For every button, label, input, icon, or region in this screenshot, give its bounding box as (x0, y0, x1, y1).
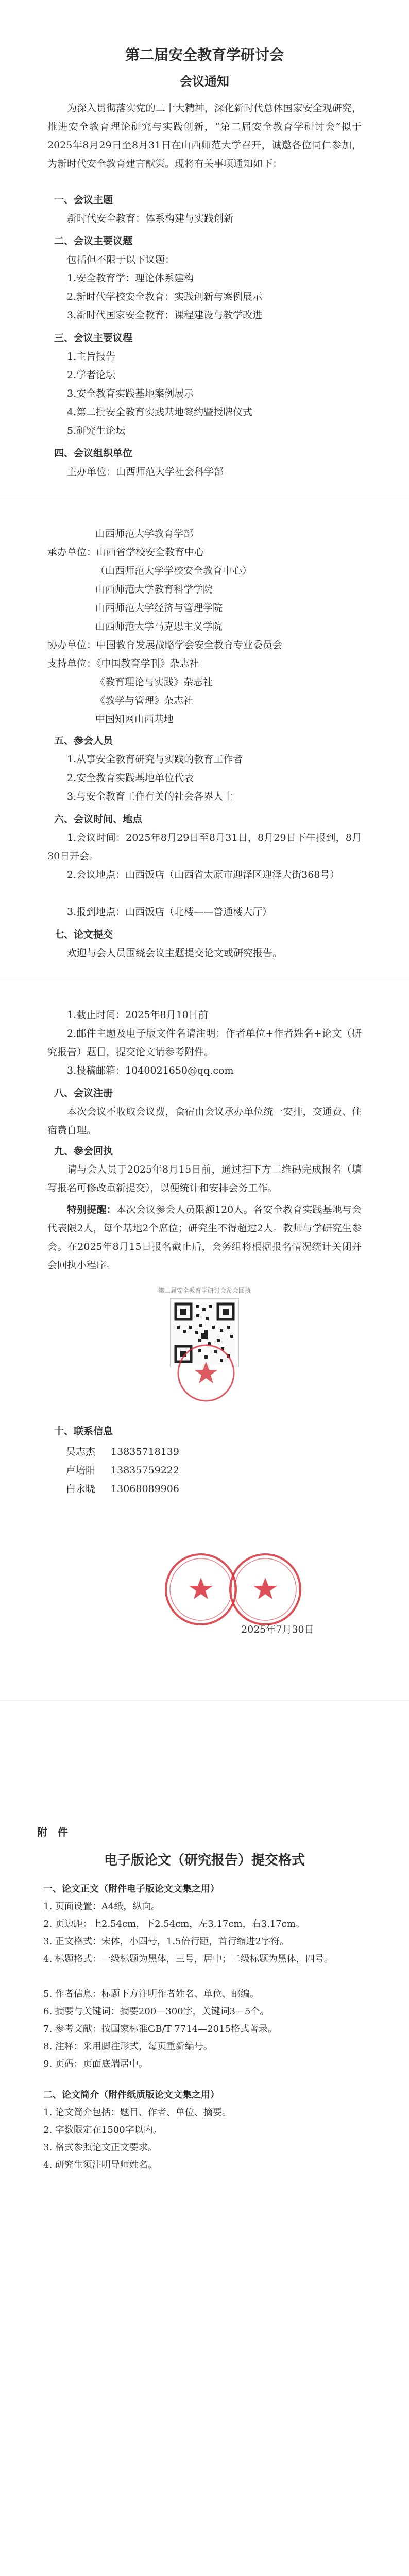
attachment-item: 1. 论文简介包括：题目、作者、单位、摘要。 (43, 2107, 231, 2118)
paper-email: 3.投稿邮箱：1040021650@qq.com (67, 1065, 234, 1076)
contact-phone: 13068089906 (111, 1483, 179, 1495)
agenda-item: 5.研究生论坛 (67, 425, 126, 436)
contact-name: 吴志杰 (66, 1446, 96, 1458)
papers-body: 欢迎与会人员围绕会议主题提交论文或研究报告。 (67, 947, 283, 959)
attachment-item: 5. 作者信息：标题下方注明作者姓名、单位、邮编。 (43, 1989, 259, 1999)
participant-item: 3.与安全教育工作有关的社会各界人士 (67, 791, 233, 802)
checkin-item: 3.报到地点：山西饭店（北楼——普通楼大厅） (67, 906, 272, 918)
intro-paragraph: 为深入贯彻落实党的二十大精神，深化新时代总体国家安全观研究，推进安全教育理论研究与实践创新，“第二届安全教育学研讨会”拟于2025年8月29日至8月31日在山西师范大学召开，诚邀各位同仁参加，为新时代安全教育建言献策。现将有关事项通知如下： (47, 103, 362, 170)
special-reminder-label: 特别提醒： (67, 1204, 116, 1215)
attachment-item: 2. 页边距：上2.54cm，下2.54cm，左3.17cm，右3.17cm。 (43, 1919, 305, 1929)
host-line: 主办单位：山西师范大学社会科学部 (67, 466, 224, 478)
contact-phone: 13835759222 (111, 1465, 179, 1476)
attachment-item: 3. 格式参照论文正文要求。 (43, 2142, 157, 2153)
topic-item: 1.安全教育学：理论体系建构 (67, 273, 194, 284)
contacts-heading: 十、联系信息 (54, 1426, 113, 1437)
paper-item: 1.截止时间：2025年8月10日前 (67, 1009, 208, 1021)
attachment-item: 7. 参考文献：按国家标准GB/T 7714—2015格式著录。 (43, 2024, 277, 2035)
participant-item: 1.从事安全教育研究与实践的教育工作者 (67, 754, 243, 765)
attachment-item: 3. 正文格式：宋体，小四号，1.5倍行距，首行缩进2字符。 (43, 1936, 289, 1947)
participant-item: 2.安全教育实践基地单位代表 (67, 772, 194, 784)
topics-heading: 二、会议主要议题 (54, 235, 133, 247)
registration-body: 本次会议不收取会议费，食宿由会议承办单位统一安排，交通费、住宿费自理。 (47, 1106, 362, 1136)
red-seal-icon (175, 1342, 237, 1404)
attachment-title: 电子版论文（研究报告）提交格式 (104, 1853, 305, 1868)
org-item: 协办单位：中国教育发展战略学会安全教育专业委员会 (47, 639, 283, 651)
attachment-section-2: 二、论文简介（附件纸质版论文文集之用） (43, 2090, 219, 2100)
attachment-item: 6. 摘要与关键词：摘要200—300字，关键词3—5个。 (43, 2006, 269, 2017)
qr-caption: 第二届安全教育学研讨会参会回执 (158, 1287, 251, 1294)
attachment-item: 8. 注释：采用脚注形式，每页重新编号。 (43, 2041, 213, 2052)
contact-phone: 13835718139 (111, 1446, 179, 1458)
agenda-item: 1.主旨报告 (67, 351, 116, 362)
receipt-body: 请与会人员于2025年8月15日前，通过扫下方二维码完成报名（填写报名可修改重新提交），以便统计和安排会务工作。 (47, 1164, 362, 1194)
page-break (0, 1700, 409, 1701)
agenda-item: 4.第二批安全教育实践基地签约暨授牌仪式 (67, 406, 253, 418)
attachment-item: 4. 标题格式：一级标题为黑体，三号，居中；二级标题为黑体，四号。 (43, 1954, 333, 1964)
papers-heading: 七、论文提交 (54, 929, 113, 940)
contact-row (66, 1443, 272, 1461)
topics-lead: 包括但不限于以下议题： (67, 254, 175, 265)
registration-heading: 八、会议注册 (54, 1088, 113, 1099)
attachment-item: 2. 字数限定在1500字以内。 (43, 2125, 162, 2136)
attachment-item: 4. 研究生须注明导师姓名。 (43, 2160, 157, 2171)
participants-heading: 五、参会人员 (54, 735, 113, 747)
center-seal-icon (227, 1551, 304, 1628)
agenda-heading: 三、会议主要议程 (54, 332, 133, 344)
org-item: 中国知网山西基地 (95, 714, 174, 725)
contact-row (66, 1461, 272, 1480)
host-heading: 四、会议组织单位 (54, 448, 133, 459)
attachment-item: 9. 页码：页面底端居中。 (43, 2059, 148, 2070)
org-item: 山西师范大学教育科学学院 (95, 584, 213, 595)
attachment-section-1: 一、论文正文（附件电子版论文文集之用） (43, 1884, 219, 1894)
special-reminder (47, 1200, 362, 1275)
document-title: 第二届安全教育学研讨会 (125, 46, 284, 63)
theme-body: 新时代安全教育：体系构建与实践创新 (67, 213, 234, 224)
time-place-heading: 六、会议时间、地点 (54, 814, 143, 825)
org-item: 山西师范大学经济与管理学院 (95, 602, 223, 614)
org-item: 支持单位：《中国教育学刊》杂志社 (47, 658, 199, 669)
special-reminder-text: 本次会议参会人员限额120人。各安全教育实践基地与会代表限2人，每个基地2个席位；研究生不得超过2人。教师与学研究生参会。在2025年8月15日报名截止后，会务组将根据报名情况统计关闭并会回执小程序。 (47, 1204, 362, 1271)
org-item: 山西师范大学教育学部 (95, 528, 194, 539)
document-subtitle: 会议通知 (180, 74, 229, 89)
receipt-heading: 九、参会回执 (54, 1145, 113, 1157)
theme-heading: 一、会议主题 (54, 194, 113, 206)
time-item: 1.会议时间：2025年8月29日至8月31日，8月29日下午报到，8月30日开会。 (47, 832, 362, 862)
contact-name: 白永晓 (66, 1483, 96, 1495)
contact-row (66, 1480, 272, 1498)
org-item: 《教育理论与实践》杂志社 (95, 676, 213, 688)
agenda-item: 2.学者论坛 (67, 369, 116, 381)
org-item: 承办单位：山西省学校安全教育中心 (47, 547, 204, 558)
topic-item: 2.新时代学校安全教育：实践创新与案例展示 (67, 291, 263, 302)
place-item: 2.会议地点：山西饭店（山西省太原市迎泽区迎泽大街368号） (67, 869, 340, 880)
agenda-item: 3.安全教育实践基地案例展示 (67, 388, 194, 399)
org-item: 山西师范大学马克思主义学院 (95, 621, 223, 632)
contact-name: 卢培阳 (66, 1465, 96, 1476)
attachment-item: 1. 页面设置：A4纸，纵向。 (43, 1901, 161, 1912)
topic-item: 3.新时代国家安全教育：课程建设与教学改进 (67, 310, 263, 321)
org-item: 《教学与管理》杂志社 (95, 695, 194, 706)
signature-date: 2025年7月30日 (241, 1624, 314, 1635)
paper-item: 2.邮件主题及电子版文件名请注明：作者单位+作者姓名+论文（研究报告）题目，提交论文请参考附件。 (47, 1028, 362, 1058)
attachment-label: 附 件 (37, 1826, 68, 1838)
org-item: （山西师范大学学校安全教育中心） (95, 565, 252, 577)
